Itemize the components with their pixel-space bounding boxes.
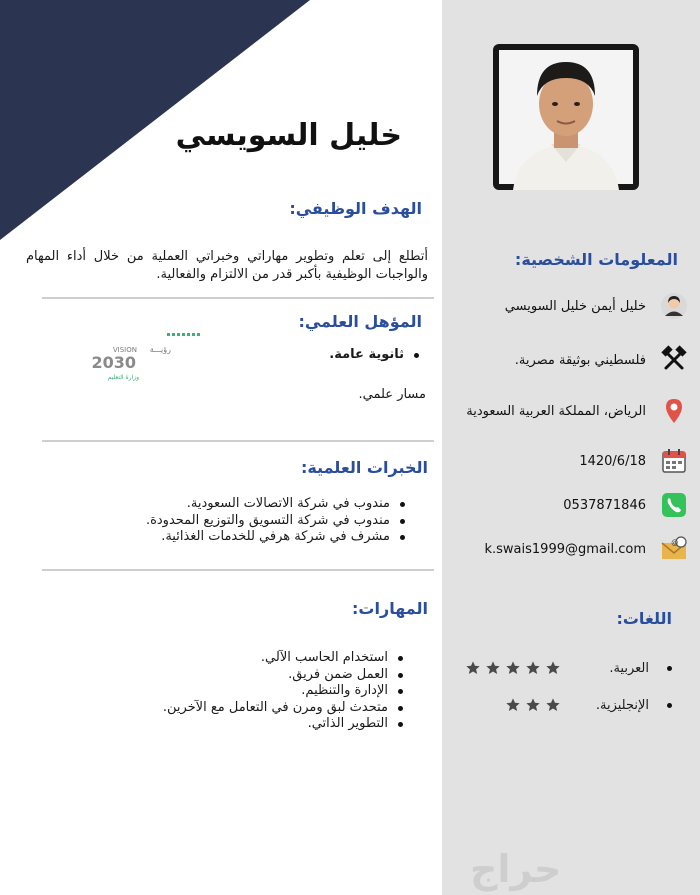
info-row-phone (563, 490, 688, 520)
watermark: حراج (470, 847, 562, 891)
location-pin-icon (660, 397, 688, 425)
star-icon (525, 660, 541, 676)
crossed-hammers-icon (660, 346, 688, 374)
info-row-email (484, 534, 688, 564)
qualification-list (329, 347, 422, 364)
phone-icon (660, 491, 688, 519)
calendar-icon (660, 447, 688, 475)
languages-heading: اللغات: (616, 609, 672, 628)
section-divider (42, 440, 434, 442)
vision-year: 2030 (91, 353, 136, 372)
list-item: التطوير الذاتي. (163, 716, 406, 733)
qualification-heading: المؤهل العلمي: (298, 312, 422, 331)
info-text: الرياض، المملكة العربية السعودية (466, 403, 646, 419)
language-name: الإنجليزية. (595, 697, 649, 713)
info-row-nationality (515, 345, 688, 375)
info-row-name (505, 291, 688, 321)
info-text: خليل أيمن خليل السويسي (504, 298, 646, 314)
full-name: خليل السويسي (175, 118, 402, 153)
star-rating (463, 660, 563, 676)
vision-label: VISION (112, 346, 137, 354)
info-text: 1420/6/18 (579, 453, 646, 469)
star-icon (525, 697, 541, 713)
skills-heading: المهارات: (352, 599, 428, 618)
star-icon (485, 660, 501, 676)
star-rating (503, 697, 563, 713)
info-row-birthdate (579, 446, 688, 476)
list-item: ثانوية عامة. (329, 347, 422, 364)
avatar (493, 44, 639, 190)
person-icon (660, 292, 688, 320)
objective-heading: الهدف الوظيفي: (289, 199, 422, 218)
email-icon (660, 535, 688, 563)
svg-text:@: @ (671, 539, 679, 547)
experience-heading: الخبرات العلمية: (300, 458, 428, 477)
list-item: مشرف في شركة هرفي للخدمات الغذائية. (146, 529, 408, 546)
star-icon (465, 660, 481, 676)
info-text: k.swais1999@gmail.com (484, 541, 646, 557)
skills-list (163, 650, 406, 733)
language-row-arabic (463, 655, 672, 681)
objective-text: أتطلع إلى تعلم وتطوير مهاراتي وخبراتي العملية من خلال أداء المهام والواجبات الوظيفية بأكبر قدر من الالتزام والفعالية. (26, 249, 428, 282)
ministry-label: وزارة التعليم (107, 374, 139, 381)
personal-info-heading: المعلومات الشخصية: (514, 250, 678, 269)
experience-list (146, 496, 408, 546)
star-icon (545, 660, 561, 676)
language-name: العربية. (609, 660, 649, 676)
list-item: مندوب في شركة التسويق والتوزيع المحدودة. (146, 513, 408, 530)
list-item: العمل ضمن فريق. (163, 667, 406, 684)
section-divider (42, 297, 434, 299)
list-item: متحدث لبق ومرن في التعامل مع الآخرين. (163, 700, 406, 717)
language-row-english (503, 692, 672, 718)
info-text: 0537871846 (563, 497, 646, 513)
profile-photo (493, 44, 639, 190)
bullet (667, 666, 672, 671)
vision-arabic-label: رؤيـــة (149, 345, 171, 354)
list-item: استخدام الحاسب الآلي. (163, 650, 406, 667)
list-item: الإدارة والتنظيم. (163, 683, 406, 700)
qualification-track: مسار علمي. (358, 387, 426, 402)
star-icon (505, 660, 521, 676)
star-icon (545, 697, 561, 713)
vision-2030-logo (91, 330, 208, 382)
info-row-location (466, 396, 688, 426)
section-divider (42, 569, 434, 571)
bullet (667, 703, 672, 708)
star-icon (505, 697, 521, 713)
info-text: فلسطيني بوثيقة مصرية. (514, 352, 646, 368)
list-item: مندوب في شركة الاتصالات السعودية. (146, 496, 408, 513)
